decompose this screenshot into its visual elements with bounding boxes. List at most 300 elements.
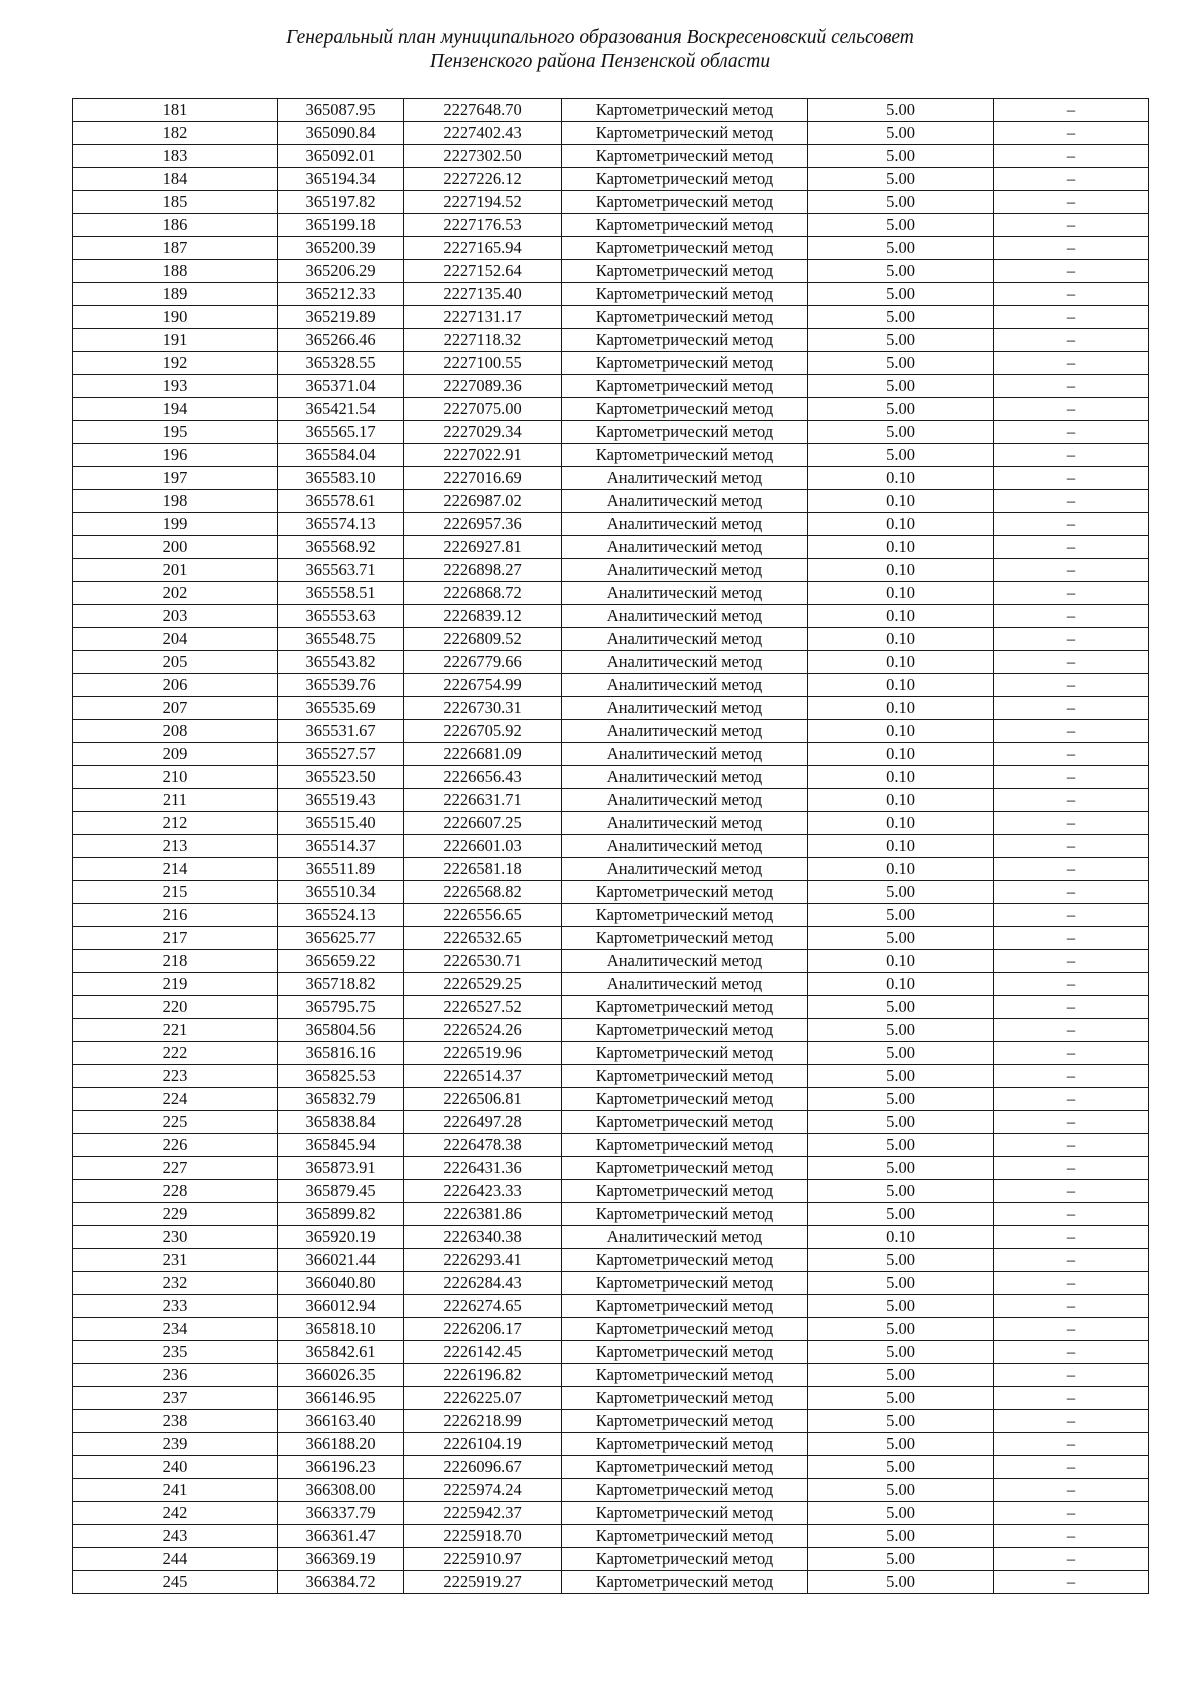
accuracy-cell: 0.10 [808,1226,994,1249]
note-cell: – [994,1341,1149,1364]
accuracy-cell: 0.10 [808,973,994,996]
y-coordinate-cell: 2226556.65 [404,904,562,927]
x-coordinate-cell: 366361.47 [278,1525,404,1548]
note-cell: – [994,1249,1149,1272]
x-coordinate-cell: 365090.84 [278,122,404,145]
method-cell: Аналитический метод [562,651,808,674]
method-cell: Картометрический метод [562,260,808,283]
x-coordinate-cell: 365832.79 [278,1088,404,1111]
y-coordinate-cell: 2226532.65 [404,927,562,950]
x-coordinate-cell: 366337.79 [278,1502,404,1525]
y-coordinate-cell: 2226524.26 [404,1019,562,1042]
point-number-cell: 228 [73,1180,278,1203]
y-coordinate-cell: 2226274.65 [404,1295,562,1318]
point-number-cell: 192 [73,352,278,375]
note-cell: – [994,881,1149,904]
method-cell: Картометрический метод [562,99,808,122]
y-coordinate-cell: 2226423.33 [404,1180,562,1203]
y-coordinate-cell: 2227118.32 [404,329,562,352]
table-row [73,1548,1149,1571]
point-number-cell: 233 [73,1295,278,1318]
method-cell: Картометрический метод [562,306,808,329]
method-cell: Аналитический метод [562,674,808,697]
note-cell: – [994,375,1149,398]
accuracy-cell: 5.00 [808,1364,994,1387]
x-coordinate-cell: 365219.89 [278,306,404,329]
accuracy-cell: 0.10 [808,812,994,835]
y-coordinate-cell: 2226730.31 [404,697,562,720]
accuracy-cell: 5.00 [808,283,994,306]
accuracy-cell: 5.00 [808,996,994,1019]
note-cell: – [994,1548,1149,1571]
x-coordinate-cell: 365574.13 [278,513,404,536]
y-coordinate-cell: 2227016.69 [404,467,562,490]
x-coordinate-cell: 366040.80 [278,1272,404,1295]
note-cell: – [994,214,1149,237]
table-row [73,881,1149,904]
point-number-cell: 212 [73,812,278,835]
x-coordinate-cell: 365197.82 [278,191,404,214]
point-number-cell: 191 [73,329,278,352]
method-cell: Картометрический метод [562,1387,808,1410]
point-number-cell: 222 [73,1042,278,1065]
x-coordinate-cell: 365194.34 [278,168,404,191]
note-cell: – [994,145,1149,168]
accuracy-cell: 5.00 [808,1203,994,1226]
method-cell: Аналитический метод [562,789,808,812]
table-row [73,1157,1149,1180]
method-cell: Картометрический метод [562,237,808,260]
x-coordinate-cell: 365515.40 [278,812,404,835]
coordinates-table [72,98,1149,1594]
table-row [73,858,1149,881]
x-coordinate-cell: 365535.69 [278,697,404,720]
point-number-cell: 195 [73,421,278,444]
table-row [73,1111,1149,1134]
y-coordinate-cell: 2226809.52 [404,628,562,651]
y-coordinate-cell: 2226340.38 [404,1226,562,1249]
table-row [73,1226,1149,1249]
accuracy-cell: 5.00 [808,1410,994,1433]
x-coordinate-cell: 365816.16 [278,1042,404,1065]
note-cell: – [994,1157,1149,1180]
method-cell: Аналитический метод [562,1226,808,1249]
note-cell: – [994,237,1149,260]
x-coordinate-cell: 365092.01 [278,145,404,168]
point-number-cell: 197 [73,467,278,490]
x-coordinate-cell: 366369.19 [278,1548,404,1571]
point-number-cell: 188 [73,260,278,283]
point-number-cell: 214 [73,858,278,881]
table-row [73,352,1149,375]
point-number-cell: 203 [73,605,278,628]
y-coordinate-cell: 2226527.52 [404,996,562,1019]
table-row [73,1456,1149,1479]
accuracy-cell: 5.00 [808,1272,994,1295]
method-cell: Картометрический метод [562,191,808,214]
y-coordinate-cell: 2226868.72 [404,582,562,605]
note-cell: – [994,306,1149,329]
note-cell: – [994,1295,1149,1318]
method-cell: Картометрический метод [562,1157,808,1180]
accuracy-cell: 5.00 [808,1295,994,1318]
method-cell: Аналитический метод [562,513,808,536]
note-cell: – [994,605,1149,628]
x-coordinate-cell: 365718.82 [278,973,404,996]
x-coordinate-cell: 365583.10 [278,467,404,490]
point-number-cell: 204 [73,628,278,651]
accuracy-cell: 0.10 [808,651,994,674]
note-cell: – [994,1042,1149,1065]
table-row [73,605,1149,628]
table-row [73,1042,1149,1065]
point-number-cell: 220 [73,996,278,1019]
method-cell: Картометрический метод [562,1456,808,1479]
accuracy-cell: 5.00 [808,1525,994,1548]
note-cell: – [994,260,1149,283]
accuracy-cell: 5.00 [808,122,994,145]
x-coordinate-cell: 365519.43 [278,789,404,812]
table-row [73,145,1149,168]
note-cell: – [994,490,1149,513]
accuracy-cell: 5.00 [808,1387,994,1410]
x-coordinate-cell: 365873.91 [278,1157,404,1180]
point-number-cell: 239 [73,1433,278,1456]
method-cell: Картометрический метод [562,1295,808,1318]
point-number-cell: 242 [73,1502,278,1525]
y-coordinate-cell: 2227648.70 [404,99,562,122]
point-number-cell: 237 [73,1387,278,1410]
note-cell: – [994,283,1149,306]
table-row [73,122,1149,145]
y-coordinate-cell: 2227402.43 [404,122,562,145]
note-cell: – [994,1571,1149,1594]
note-cell: – [994,329,1149,352]
accuracy-cell: 5.00 [808,352,994,375]
method-cell: Аналитический метод [562,973,808,996]
table-row [73,1088,1149,1111]
method-cell: Картометрический метод [562,1410,808,1433]
note-cell: – [994,674,1149,697]
method-cell: Картометрический метод [562,398,808,421]
y-coordinate-cell: 2225919.27 [404,1571,562,1594]
accuracy-cell: 0.10 [808,766,994,789]
table-row [73,674,1149,697]
table-row [73,467,1149,490]
y-coordinate-cell: 2227029.34 [404,421,562,444]
accuracy-cell: 5.00 [808,1249,994,1272]
accuracy-cell: 5.00 [808,881,994,904]
note-cell: – [994,904,1149,927]
method-cell: Аналитический метод [562,559,808,582]
y-coordinate-cell: 2226898.27 [404,559,562,582]
table-row [73,513,1149,536]
table-row [73,536,1149,559]
y-coordinate-cell: 2226506.81 [404,1088,562,1111]
y-coordinate-cell: 2227194.52 [404,191,562,214]
y-coordinate-cell: 2226754.99 [404,674,562,697]
point-number-cell: 225 [73,1111,278,1134]
table-row [73,720,1149,743]
accuracy-cell: 5.00 [808,1111,994,1134]
x-coordinate-cell: 365625.77 [278,927,404,950]
note-cell: – [994,996,1149,1019]
x-coordinate-cell: 365845.94 [278,1134,404,1157]
accuracy-cell: 0.10 [808,835,994,858]
y-coordinate-cell: 2226497.28 [404,1111,562,1134]
x-coordinate-cell: 365328.55 [278,352,404,375]
point-number-cell: 201 [73,559,278,582]
method-cell: Картометрический метод [562,1088,808,1111]
table-row [73,697,1149,720]
point-number-cell: 221 [73,1019,278,1042]
table-row [73,1387,1149,1410]
point-number-cell: 185 [73,191,278,214]
point-number-cell: 184 [73,168,278,191]
table-row [73,582,1149,605]
accuracy-cell: 5.00 [808,398,994,421]
method-cell: Картометрический метод [562,1203,808,1226]
accuracy-cell: 5.00 [808,904,994,927]
accuracy-cell: 5.00 [808,1088,994,1111]
y-coordinate-cell: 2226142.45 [404,1341,562,1364]
point-number-cell: 196 [73,444,278,467]
y-coordinate-cell: 2226218.99 [404,1410,562,1433]
accuracy-cell: 5.00 [808,1479,994,1502]
note-cell: – [994,536,1149,559]
table-row [73,490,1149,513]
point-number-cell: 182 [73,122,278,145]
accuracy-cell: 5.00 [808,421,994,444]
accuracy-cell: 0.10 [808,950,994,973]
x-coordinate-cell: 365539.76 [278,674,404,697]
method-cell: Картометрический метод [562,1180,808,1203]
method-cell: Картометрический метод [562,1111,808,1134]
method-cell: Картометрический метод [562,996,808,1019]
method-cell: Картометрический метод [562,1548,808,1571]
y-coordinate-cell: 2227089.36 [404,375,562,398]
x-coordinate-cell: 366384.72 [278,1571,404,1594]
accuracy-cell: 5.00 [808,1502,994,1525]
x-coordinate-cell: 366021.44 [278,1249,404,1272]
note-cell: – [994,421,1149,444]
table-row [73,973,1149,996]
x-coordinate-cell: 365510.34 [278,881,404,904]
accuracy-cell: 5.00 [808,329,994,352]
table-row [73,1249,1149,1272]
y-coordinate-cell: 2226631.71 [404,789,562,812]
accuracy-cell: 5.00 [808,1157,994,1180]
note-cell: – [994,191,1149,214]
table-row [73,1318,1149,1341]
note-cell: – [994,950,1149,973]
x-coordinate-cell: 365879.45 [278,1180,404,1203]
table-row [73,1571,1149,1594]
point-number-cell: 245 [73,1571,278,1594]
table-row [73,1134,1149,1157]
x-coordinate-cell: 365531.67 [278,720,404,743]
y-coordinate-cell: 2226987.02 [404,490,562,513]
note-cell: – [994,352,1149,375]
point-number-cell: 198 [73,490,278,513]
accuracy-cell: 5.00 [808,375,994,398]
accuracy-cell: 5.00 [808,1433,994,1456]
point-number-cell: 232 [73,1272,278,1295]
x-coordinate-cell: 365511.89 [278,858,404,881]
x-coordinate-cell: 365838.84 [278,1111,404,1134]
method-cell: Аналитический метод [562,628,808,651]
point-number-cell: 189 [73,283,278,306]
accuracy-cell: 0.10 [808,697,994,720]
accuracy-cell: 0.10 [808,513,994,536]
accuracy-cell: 0.10 [808,467,994,490]
accuracy-cell: 5.00 [808,214,994,237]
method-cell: Картометрический метод [562,904,808,927]
x-coordinate-cell: 366012.94 [278,1295,404,1318]
table-row [73,1525,1149,1548]
note-cell: – [994,812,1149,835]
method-cell: Картометрический метод [562,1571,808,1594]
note-cell: – [994,1525,1149,1548]
accuracy-cell: 5.00 [808,168,994,191]
method-cell: Аналитический метод [562,766,808,789]
note-cell: – [994,1410,1149,1433]
note-cell: – [994,1226,1149,1249]
y-coordinate-cell: 2226779.66 [404,651,562,674]
accuracy-cell: 0.10 [808,674,994,697]
point-number-cell: 243 [73,1525,278,1548]
table-row [73,559,1149,582]
point-number-cell: 238 [73,1410,278,1433]
table-row [73,375,1149,398]
note-cell: – [994,628,1149,651]
y-coordinate-cell: 2226601.03 [404,835,562,858]
y-coordinate-cell: 2225910.97 [404,1548,562,1571]
table-row [73,996,1149,1019]
y-coordinate-cell: 2226514.37 [404,1065,562,1088]
table-row [73,1065,1149,1088]
x-coordinate-cell: 365842.61 [278,1341,404,1364]
y-coordinate-cell: 2227131.17 [404,306,562,329]
accuracy-cell: 5.00 [808,306,994,329]
note-cell: – [994,1318,1149,1341]
x-coordinate-cell: 366196.23 [278,1456,404,1479]
note-cell: – [994,1088,1149,1111]
x-coordinate-cell: 365818.10 [278,1318,404,1341]
x-coordinate-cell: 365825.53 [278,1065,404,1088]
accuracy-cell: 0.10 [808,582,994,605]
y-coordinate-cell: 2227176.53 [404,214,562,237]
note-cell: – [994,1203,1149,1226]
point-number-cell: 199 [73,513,278,536]
note-cell: – [994,559,1149,582]
table-row [73,1295,1149,1318]
y-coordinate-cell: 2226096.67 [404,1456,562,1479]
accuracy-cell: 0.10 [808,789,994,812]
accuracy-cell: 5.00 [808,1065,994,1088]
y-coordinate-cell: 2226519.96 [404,1042,562,1065]
method-cell: Картометрический метод [562,283,808,306]
point-number-cell: 223 [73,1065,278,1088]
point-number-cell: 216 [73,904,278,927]
table-row [73,1433,1149,1456]
y-coordinate-cell: 2227100.55 [404,352,562,375]
y-coordinate-cell: 2226681.09 [404,743,562,766]
method-cell: Картометрический метод [562,214,808,237]
method-cell: Картометрический метод [562,352,808,375]
y-coordinate-cell: 2226529.25 [404,973,562,996]
y-coordinate-cell: 2227302.50 [404,145,562,168]
y-coordinate-cell: 2227226.12 [404,168,562,191]
point-number-cell: 181 [73,99,278,122]
note-cell: – [994,1387,1149,1410]
table-row [73,1272,1149,1295]
point-number-cell: 202 [73,582,278,605]
note-cell: – [994,99,1149,122]
note-cell: – [994,1111,1149,1134]
point-number-cell: 205 [73,651,278,674]
accuracy-cell: 5.00 [808,1134,994,1157]
table-row [73,628,1149,651]
y-coordinate-cell: 2226705.92 [404,720,562,743]
method-cell: Картометрический метод [562,1433,808,1456]
x-coordinate-cell: 365087.95 [278,99,404,122]
y-coordinate-cell: 2226568.82 [404,881,562,904]
x-coordinate-cell: 365563.71 [278,559,404,582]
x-coordinate-cell: 365565.17 [278,421,404,444]
table-row [73,168,1149,191]
point-number-cell: 241 [73,1479,278,1502]
table-row [73,283,1149,306]
note-cell: – [994,927,1149,950]
table-row [73,191,1149,214]
table-row [73,835,1149,858]
x-coordinate-cell: 365514.37 [278,835,404,858]
accuracy-cell: 0.10 [808,720,994,743]
table-row [73,812,1149,835]
point-number-cell: 183 [73,145,278,168]
note-cell: – [994,789,1149,812]
point-number-cell: 209 [73,743,278,766]
y-coordinate-cell: 2226104.19 [404,1433,562,1456]
method-cell: Картометрический метод [562,1019,808,1042]
accuracy-cell: 5.00 [808,1042,994,1065]
point-number-cell: 217 [73,927,278,950]
table-row [73,421,1149,444]
x-coordinate-cell: 366163.40 [278,1410,404,1433]
point-number-cell: 231 [73,1249,278,1272]
method-cell: Аналитический метод [562,490,808,513]
method-cell: Картометрический метод [562,145,808,168]
point-number-cell: 236 [73,1364,278,1387]
table-row [73,329,1149,352]
note-cell: – [994,467,1149,490]
method-cell: Аналитический метод [562,812,808,835]
y-coordinate-cell: 2226957.36 [404,513,562,536]
y-coordinate-cell: 2226206.17 [404,1318,562,1341]
point-number-cell: 187 [73,237,278,260]
method-cell: Картометрический метод [562,168,808,191]
table-row [73,1019,1149,1042]
table-row [73,444,1149,467]
note-cell: – [994,398,1149,421]
x-coordinate-cell: 365553.63 [278,605,404,628]
accuracy-cell: 5.00 [808,1318,994,1341]
note-cell: – [994,1364,1149,1387]
method-cell: Картометрический метод [562,1042,808,1065]
x-coordinate-cell: 366026.35 [278,1364,404,1387]
method-cell: Аналитический метод [562,582,808,605]
